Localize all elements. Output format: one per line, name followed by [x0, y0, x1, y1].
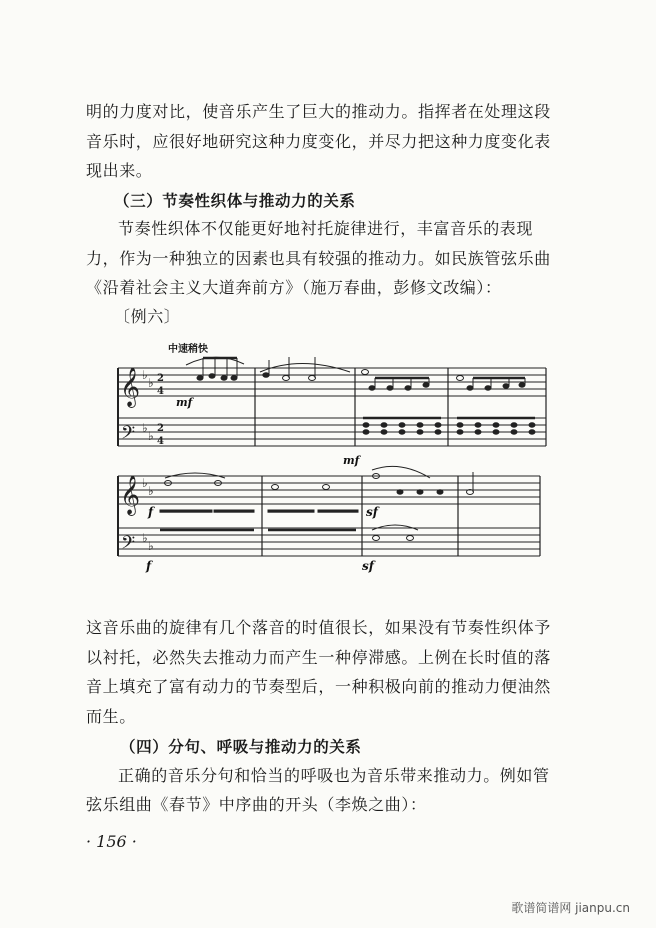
time-signature: 4 — [157, 386, 164, 397]
flat-icon: ♭ — [142, 476, 148, 490]
flat-icon: ♭ — [142, 368, 148, 382]
staff-bass-2 — [118, 528, 540, 556]
tempo-marking: 中速稍快 — [168, 344, 208, 355]
staff-bass-1 — [118, 418, 546, 446]
paragraph-4-line-2: 弦乐组曲《春节》中序曲的开头（李焕之曲）： — [86, 795, 427, 814]
flat-icon: ♭ — [142, 421, 148, 435]
paragraph-2-line-2: 力，作为一种独立的因素也具有较强的推动力。如民族管弦乐曲 — [86, 249, 551, 268]
bass-clef-icon: 𝄢 — [121, 423, 136, 448]
time-signature: 2 — [157, 373, 164, 384]
paragraph-1-line-1: 明的力度对比，使音乐产生了巨大的推动力。指挥者在处理这段 — [86, 102, 551, 121]
notes — [160, 357, 535, 541]
paragraph-1-line-2: 音乐时，应很好地研究这种力度变化，并尽力把这种力度变化表 — [86, 132, 551, 151]
time-signature: 2 — [157, 423, 164, 434]
flat-icon: ♭ — [148, 539, 154, 553]
example-label: 〔例六〕 — [114, 307, 181, 326]
paragraph-3-line-2: 以衬托，必然失去推动力而产生一种停滞感。上例在长时值的落 — [86, 648, 551, 667]
dynamic-mark: sf — [366, 505, 378, 519]
staff-treble-2 — [118, 476, 540, 504]
flat-icon: ♭ — [142, 531, 148, 545]
dynamic-mark: mf — [176, 396, 193, 409]
paragraph-3-line-3: 音上填充了富有动力的节奏型后，一种积极向前的推动力便油然 — [86, 677, 551, 696]
paragraph-4-line-1: 正确的音乐分句和恰当的呼吸也为音乐带来推动力。例如管 — [118, 766, 550, 785]
time-signature: 4 — [157, 436, 164, 447]
dynamic-mark: f — [148, 505, 154, 519]
watermark: 歌谱简谱网 jianpu.cn — [511, 901, 630, 915]
flat-icon: ♭ — [148, 484, 154, 498]
paragraph-2-line-1: 节奏性织体不仅能更好地衬托旋律进行，丰富音乐的表现 — [118, 219, 534, 238]
flat-icon: ♭ — [148, 376, 154, 390]
paragraph-3-line-1: 这音乐曲的旋律有几个落音的时值很长，如果没有节奏性织体予 — [86, 618, 551, 637]
paragraph-2-line-3: 《沿着社会主义大道奔前方》（施万春曲，彭修文改编）： — [86, 278, 502, 297]
paragraph-3-line-4: 而生。 — [86, 707, 136, 726]
treble-clef-icon: 𝄞 — [120, 475, 141, 515]
dynamic-mark: f — [146, 559, 152, 573]
dynamic-mark: sf — [362, 559, 374, 573]
section-heading-3: （三）节奏性织体与推动力的关系 — [114, 192, 356, 210]
flat-icon: ♭ — [148, 429, 154, 443]
bass-clef-icon: 𝄢 — [121, 533, 136, 558]
page-number: · 156 · — [86, 832, 137, 851]
paragraph-1-line-3: 现出来。 — [86, 161, 153, 180]
section-heading-4: （四）分句、呼吸与推动力的关系 — [120, 738, 362, 756]
staff-treble-1 — [118, 368, 546, 396]
dynamic-mark: mf — [343, 454, 360, 467]
treble-clef-icon: 𝄞 — [120, 367, 141, 407]
